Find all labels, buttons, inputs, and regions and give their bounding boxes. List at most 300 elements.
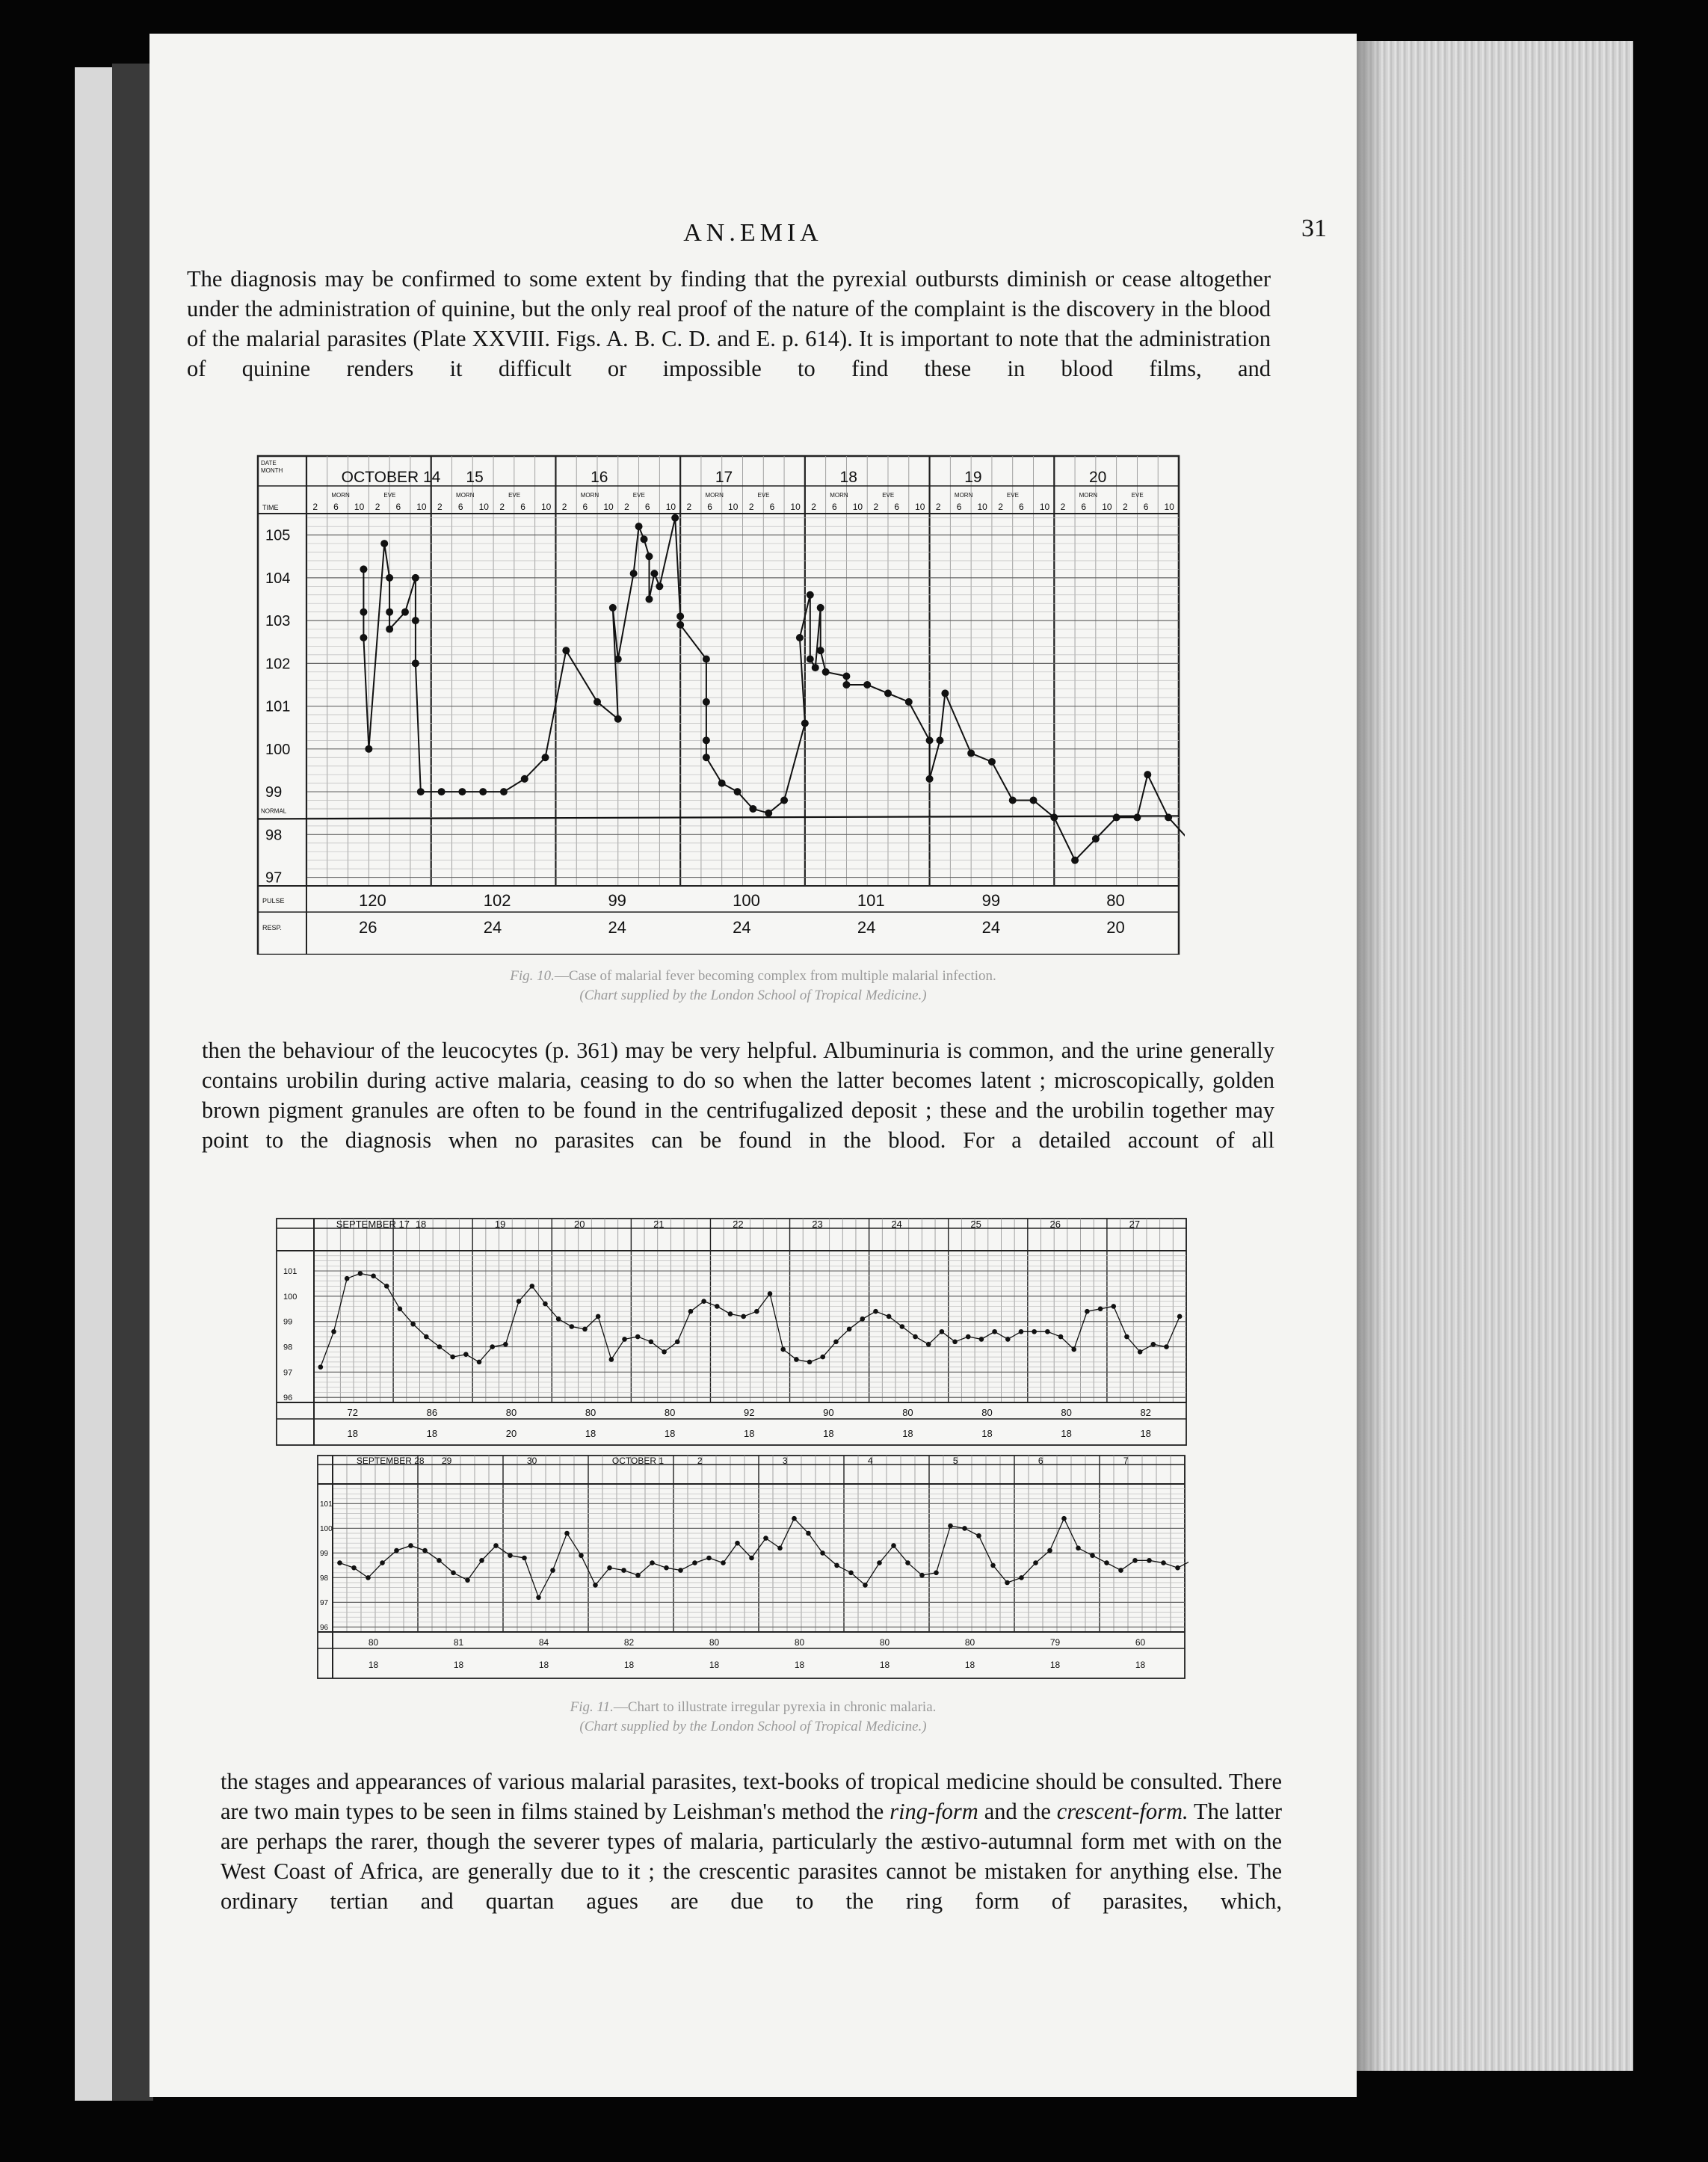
hour-label: 2 xyxy=(873,502,879,512)
hour-label: 6 xyxy=(333,502,339,512)
temperature-point xyxy=(635,1573,641,1578)
hour-label: 2 xyxy=(1122,502,1128,512)
temperature-point xyxy=(675,1340,680,1345)
temperature-point xyxy=(715,1304,720,1309)
temperature-point xyxy=(1071,857,1079,864)
pulse-value: 80 xyxy=(585,1407,596,1418)
temperature-point xyxy=(792,1516,797,1521)
temperature-point xyxy=(635,523,643,530)
day-label: 2 xyxy=(697,1456,703,1466)
temperature-point xyxy=(503,1342,508,1347)
hour-label: 6 xyxy=(831,502,837,512)
hour-label: 2 xyxy=(935,502,941,512)
resp-value: 18 xyxy=(664,1428,676,1439)
day-label: 22 xyxy=(733,1219,744,1230)
y-tick-label: 99 xyxy=(265,784,283,801)
temperature-point xyxy=(609,1357,614,1362)
fig11-chart-september-17 xyxy=(273,1217,1188,1449)
y-tick-label: 99 xyxy=(320,1549,329,1558)
header-month-label: MONTH xyxy=(261,467,283,474)
hour-label: 10 xyxy=(852,502,863,512)
pulse-value: 82 xyxy=(623,1637,635,1648)
hour-label: 6 xyxy=(707,502,712,512)
temperature-point xyxy=(842,681,850,689)
day-label: 30 xyxy=(526,1456,537,1466)
hour-label: 6 xyxy=(520,502,525,512)
day-label: 24 xyxy=(891,1219,902,1230)
hour-label: 6 xyxy=(644,502,650,512)
hour-label: 6 xyxy=(582,502,588,512)
temperature-point xyxy=(777,1546,783,1551)
temperature-point xyxy=(1047,1548,1052,1553)
temperature-point xyxy=(926,775,934,783)
temperature-point xyxy=(796,634,804,641)
hour-label: 2 xyxy=(437,502,443,512)
temperature-point xyxy=(1045,1329,1050,1334)
temperature-point xyxy=(794,1357,799,1362)
temperature-point xyxy=(905,1560,910,1565)
pulse-value: 80 xyxy=(709,1637,720,1648)
temperature-point xyxy=(718,780,726,787)
hour-label: 10 xyxy=(416,502,427,512)
hour-label: 2 xyxy=(561,502,567,512)
temperature-point xyxy=(749,805,756,813)
session-label: EVE xyxy=(1131,492,1144,499)
temperature-point xyxy=(508,1553,513,1558)
temperature-point xyxy=(768,1291,773,1296)
hour-label: 6 xyxy=(1143,502,1149,512)
day-label: 16 xyxy=(591,469,608,486)
temperature-point xyxy=(437,1558,442,1563)
resp-value: 20 xyxy=(1106,918,1125,937)
temperature-point xyxy=(318,1364,324,1370)
temperature-point xyxy=(842,673,850,680)
temperature-point xyxy=(412,574,419,582)
temperature-point xyxy=(337,1560,342,1565)
temperature-point xyxy=(822,668,830,676)
hour-label: 10 xyxy=(915,502,925,512)
temperature-point xyxy=(806,1531,811,1536)
paragraph-leucocytes: then the behaviour of the leucocytes (p. 361) may be very helpful. Albuminuria is common, and the urine generally contains urobilin during active malaria, ceasing to do so when the latter becomes latent ; microscopically, golden brown pigment granules are often to be found in the centrifugalized deposit ; these and the urobilin together may point to the diagnosis when no parasites can be found in the blood. For a detailed account of all xyxy=(202,1038,1274,1153)
hour-label: 10 xyxy=(478,502,489,512)
temperature-point xyxy=(522,1556,527,1561)
temperature-point xyxy=(754,1309,759,1314)
pulse-value: 99 xyxy=(981,891,1001,910)
temperature-point xyxy=(735,1541,740,1546)
temperature-point xyxy=(1005,1337,1011,1342)
book-page xyxy=(149,34,1357,2097)
paragraph-parasites-part2: and the xyxy=(978,1799,1057,1824)
resp-value: 24 xyxy=(733,918,751,937)
temperature-point xyxy=(900,1324,905,1329)
session-label: MORN xyxy=(331,492,350,499)
resp-value: 18 xyxy=(823,1428,834,1439)
resp-value: 26 xyxy=(359,918,377,937)
hour-label: 2 xyxy=(624,502,629,512)
temperature-point xyxy=(412,617,419,624)
temperature-point xyxy=(622,1337,627,1342)
temperature-point xyxy=(1098,1307,1103,1312)
temperature-point xyxy=(936,736,943,744)
resp-row-label: RESP. xyxy=(262,924,282,931)
day-label: 3 xyxy=(782,1456,788,1466)
pulse-value: 80 xyxy=(505,1407,517,1418)
temperature-point xyxy=(630,570,638,577)
resp-value: 18 xyxy=(368,1660,379,1670)
temperature-point xyxy=(645,552,653,560)
temperature-point xyxy=(371,1274,376,1279)
temperature-point xyxy=(360,609,367,616)
y-tick-label: 96 xyxy=(283,1393,293,1403)
temperature-point xyxy=(728,1311,733,1316)
temperature-point xyxy=(913,1334,918,1340)
day-label: 29 xyxy=(441,1456,452,1466)
header-time-label: TIME xyxy=(262,504,279,511)
resp-value: 18 xyxy=(1049,1660,1061,1670)
y-tick-label: 99 xyxy=(283,1317,293,1327)
temperature-point xyxy=(976,1533,981,1539)
temperature-point xyxy=(967,750,975,757)
temperature-point xyxy=(703,698,710,706)
resp-value: 18 xyxy=(426,1428,438,1439)
temperature-point xyxy=(990,1563,996,1568)
temperature-point xyxy=(401,609,409,616)
book-gutter-shadow xyxy=(112,64,153,2101)
temperature-point xyxy=(463,1352,469,1357)
y-tick-label: 100 xyxy=(320,1524,333,1533)
session-label: EVE xyxy=(1006,492,1019,499)
y-tick-label: 101 xyxy=(320,1500,333,1509)
resp-value: 18 xyxy=(585,1428,596,1439)
temperature-point xyxy=(1019,1329,1024,1334)
hour-label: 10 xyxy=(354,502,365,512)
day-label: OCTOBER 1 xyxy=(611,1456,665,1466)
temperature-point xyxy=(780,797,788,804)
temperature-point xyxy=(1132,1558,1138,1563)
temperature-point xyxy=(692,1560,697,1565)
temperature-point xyxy=(569,1324,574,1329)
temperature-point xyxy=(817,604,824,612)
temperature-point xyxy=(734,788,742,795)
hour-label: 6 xyxy=(1081,502,1087,512)
temperature-point xyxy=(656,582,663,590)
pulse-value: 82 xyxy=(1140,1407,1151,1418)
ring-form-term: ring-form xyxy=(890,1799,978,1824)
temperature-point xyxy=(1009,797,1017,804)
temperature-point xyxy=(424,1334,429,1340)
temperature-point xyxy=(649,1340,654,1345)
temperature-point xyxy=(664,1565,669,1571)
day-label: 18 xyxy=(415,1219,427,1230)
hour-label: 2 xyxy=(748,502,754,512)
temperature-point xyxy=(820,1355,825,1360)
resp-value: 18 xyxy=(744,1428,755,1439)
session-label: MORN xyxy=(830,492,848,499)
session-label: MORN xyxy=(705,492,724,499)
resp-value: 18 xyxy=(453,1660,464,1670)
temperature-point xyxy=(817,647,824,654)
hour-label: 10 xyxy=(540,502,552,512)
temperature-point xyxy=(1165,813,1172,821)
day-label: 18 xyxy=(839,469,857,486)
temperature-point xyxy=(550,1568,555,1573)
paragraph-parasites-part3: The latter are perhaps the rarer, though the severer types of malaria, particularly the æstivo-autumnal form met with on the West Coast of Africa, are generally due to it ; the crescentic parasites cannot be mistaken for anything else. The ordinary tertian and quartan agues are due to the ring form of parasites, which, xyxy=(221,1799,1282,1914)
temperature-point xyxy=(807,656,814,663)
temperature-point xyxy=(671,514,679,522)
temperature-point xyxy=(594,698,601,706)
crescent-form-term: crescent-form. xyxy=(1056,1799,1188,1824)
hour-label: 2 xyxy=(499,502,505,512)
temperature-point xyxy=(360,634,367,641)
hour-label: 10 xyxy=(1164,502,1174,512)
temperature-point xyxy=(351,1565,357,1571)
temperature-point xyxy=(1033,1560,1038,1565)
resp-value: 18 xyxy=(1135,1660,1146,1670)
pulse-value: 72 xyxy=(347,1407,359,1418)
temperature-point xyxy=(477,1360,482,1365)
page-stack-edges xyxy=(1353,41,1633,2071)
temperature-point xyxy=(358,1271,363,1276)
temperature-point xyxy=(543,1302,548,1307)
fig11-credit: (Chart supplied by the London School of Tropical Medicine.) xyxy=(579,1719,927,1734)
day-label: 19 xyxy=(964,469,982,486)
paragraph-parasites-part1: the stages and appearances of various malarial parasites, text-books of tropical medicine should be consulted. There are two main types to be seen in films stained by Leishman's method the xyxy=(221,1769,1282,1824)
pulse-value: 80 xyxy=(902,1407,913,1418)
day-label: 4 xyxy=(867,1456,873,1466)
temperature-point xyxy=(450,1355,455,1360)
chart-frame xyxy=(258,456,1179,955)
fig11-caption xyxy=(149,1698,1357,1737)
resp-value: 24 xyxy=(608,918,626,937)
temperature-point xyxy=(948,1524,953,1529)
pulse-value: 101 xyxy=(857,891,885,910)
day-label: 20 xyxy=(573,1219,585,1230)
fig11-caption-text: —Chart to illustrate irregular pyrexia in chronic malaria. xyxy=(613,1699,937,1715)
hour-label: 10 xyxy=(790,502,801,512)
hour-label: 10 xyxy=(977,502,987,512)
temperature-point xyxy=(887,1314,892,1319)
temperature-point xyxy=(410,1322,416,1327)
temperature-point xyxy=(465,1577,470,1583)
temperature-point xyxy=(1118,1568,1123,1573)
temperature-point xyxy=(1147,1558,1152,1563)
temperature-point xyxy=(437,1344,443,1349)
temperature-point xyxy=(863,1583,868,1588)
resp-value: 18 xyxy=(981,1428,993,1439)
temperature-point xyxy=(1061,1516,1067,1521)
temperature-point xyxy=(1076,1546,1081,1551)
temperature-point xyxy=(331,1329,336,1334)
temperature-point xyxy=(765,810,772,817)
temperature-point xyxy=(847,1327,852,1332)
temperature-point xyxy=(614,715,622,723)
temperature-point xyxy=(529,1284,534,1289)
temperature-point xyxy=(676,621,684,629)
temperature-point xyxy=(521,775,528,783)
temperature-point xyxy=(860,1316,865,1322)
temperature-point xyxy=(962,1526,967,1531)
hour-label: 10 xyxy=(665,502,676,512)
temperature-point xyxy=(863,681,871,689)
y-tick-label: 97 xyxy=(283,1368,293,1378)
temperature-point xyxy=(676,612,684,620)
session-label: MORN xyxy=(1079,492,1098,499)
temperature-point xyxy=(386,574,393,582)
day-label: 7 xyxy=(1123,1456,1129,1466)
day-label: 5 xyxy=(952,1456,958,1466)
temperature-point xyxy=(807,591,814,599)
pulse-value: 80 xyxy=(1106,891,1125,910)
temperature-point xyxy=(479,1558,484,1563)
temperature-point xyxy=(884,689,892,697)
fig10-caption xyxy=(149,967,1357,1005)
resp-value: 18 xyxy=(709,1660,720,1670)
temperature-point xyxy=(542,754,549,761)
temperature-point xyxy=(1005,1580,1010,1586)
temperature-point xyxy=(412,659,419,667)
day-label: 15 xyxy=(466,469,484,486)
resp-value: 18 xyxy=(347,1428,359,1439)
temperature-point xyxy=(833,1340,839,1345)
fig10-credit: (Chart supplied by the London School of Tropical Medicine.) xyxy=(579,988,927,1003)
temperature-point xyxy=(1030,797,1038,804)
temperature-point xyxy=(386,609,393,616)
hour-label: 6 xyxy=(1019,502,1024,512)
resp-value: 18 xyxy=(902,1428,913,1439)
resp-value: 18 xyxy=(879,1660,890,1670)
pulse-value: 99 xyxy=(608,891,626,910)
temperature-point xyxy=(1019,1575,1024,1580)
temperature-point xyxy=(641,535,648,543)
y-tick-label: 97 xyxy=(265,869,283,887)
y-tick-label: 97 xyxy=(320,1598,329,1607)
hour-label: 6 xyxy=(956,502,962,512)
temperature-point xyxy=(479,788,487,795)
hour-label: 10 xyxy=(728,502,739,512)
temperature-point xyxy=(1071,1347,1076,1352)
resp-value: 24 xyxy=(483,918,502,937)
hour-label: 10 xyxy=(1039,502,1050,512)
day-label: 25 xyxy=(970,1219,981,1230)
pulse-value: 80 xyxy=(879,1637,890,1648)
pulse-value: 80 xyxy=(981,1407,993,1418)
temperature-point xyxy=(596,1314,601,1319)
temperature-point xyxy=(458,788,466,795)
pulse-value: 92 xyxy=(744,1407,755,1418)
resp-value: 18 xyxy=(1140,1428,1151,1439)
fig10-label: Fig. 10. xyxy=(510,968,555,984)
page-number: 31 xyxy=(1301,215,1327,242)
fig10-caption-text: —Case of malarial fever becoming complex from multiple malarial infection. xyxy=(554,968,996,984)
resp-value: 18 xyxy=(538,1660,549,1670)
temperature-point xyxy=(807,1360,813,1365)
temperature-point xyxy=(593,1583,598,1588)
temperature-point xyxy=(609,604,617,612)
temperature-point xyxy=(366,1575,371,1580)
header-date-label: DATE xyxy=(261,460,277,466)
day-label: 27 xyxy=(1129,1219,1141,1230)
temperature-point xyxy=(688,1309,694,1314)
temperature-point xyxy=(891,1543,896,1548)
temperature-point xyxy=(380,1560,385,1565)
pulse-value: 84 xyxy=(538,1637,549,1648)
temperature-point xyxy=(579,1553,584,1558)
temperature-point xyxy=(749,1556,754,1561)
temperature-point xyxy=(703,656,710,663)
temperature-point xyxy=(417,788,425,795)
temperature-point xyxy=(678,1568,683,1573)
temperature-point xyxy=(490,1344,495,1349)
hour-label: 6 xyxy=(769,502,775,512)
temperature-point xyxy=(607,1565,612,1571)
pulse-value: 60 xyxy=(1135,1637,1146,1648)
temperature-point xyxy=(848,1571,854,1576)
day-label: SEPTEMBER 28 xyxy=(356,1456,425,1466)
temperature-point xyxy=(662,1349,667,1355)
pulse-value: 102 xyxy=(483,891,511,910)
temperature-point xyxy=(1085,1309,1090,1314)
running-head: AN.EMIA xyxy=(683,219,823,247)
temperature-point xyxy=(1177,1314,1183,1319)
temperature-point xyxy=(650,570,658,577)
resp-value: 24 xyxy=(981,918,1001,937)
temperature-point xyxy=(384,1284,389,1289)
temperature-point xyxy=(1133,813,1141,821)
temperature-point xyxy=(635,1334,641,1340)
temperature-point xyxy=(834,1563,839,1568)
temperature-point xyxy=(365,745,372,753)
temperature-point xyxy=(1104,1560,1109,1565)
temperature-point xyxy=(1164,1344,1169,1349)
temperature-point xyxy=(1058,1334,1064,1340)
y-tick-label: 102 xyxy=(265,656,291,673)
fig11-chart-september-28 xyxy=(314,1454,1188,1682)
temperature-point xyxy=(1175,1565,1180,1571)
session-label: EVE xyxy=(508,492,521,499)
pulse-value: 80 xyxy=(664,1407,676,1418)
resp-value: 18 xyxy=(623,1660,635,1670)
fig10-temperature-chart xyxy=(243,422,1185,955)
resp-value: 24 xyxy=(857,918,876,937)
temperature-point xyxy=(703,754,710,761)
temperature-point xyxy=(614,656,622,663)
temperature-point xyxy=(919,1573,925,1578)
paragraph-parasites xyxy=(221,1767,1282,1916)
temperature-point xyxy=(517,1299,522,1304)
temperature-point xyxy=(1144,771,1151,778)
y-tick-label: 98 xyxy=(265,827,283,844)
temperature-point xyxy=(873,1309,878,1314)
temperature-point xyxy=(721,1560,726,1565)
temperature-point xyxy=(1092,835,1100,843)
pulse-value: 86 xyxy=(426,1407,438,1418)
pulse-value: 81 xyxy=(453,1637,464,1648)
temperature-point xyxy=(1050,813,1058,821)
hour-label: 6 xyxy=(457,502,463,512)
y-tick-label: 101 xyxy=(265,698,291,715)
session-label: MORN xyxy=(954,492,973,499)
y-tick-label: 98 xyxy=(283,1343,293,1352)
pulse-value: 90 xyxy=(823,1407,834,1418)
book-spine-edge xyxy=(75,67,112,2101)
temperature-point xyxy=(706,1556,712,1561)
y-tick-label: 101 xyxy=(283,1266,297,1276)
day-label: 20 xyxy=(1088,469,1107,486)
y-tick-label: 103 xyxy=(265,613,291,630)
temperature-point xyxy=(380,540,388,547)
temperature-point xyxy=(360,565,367,573)
temperature-point xyxy=(905,698,913,706)
